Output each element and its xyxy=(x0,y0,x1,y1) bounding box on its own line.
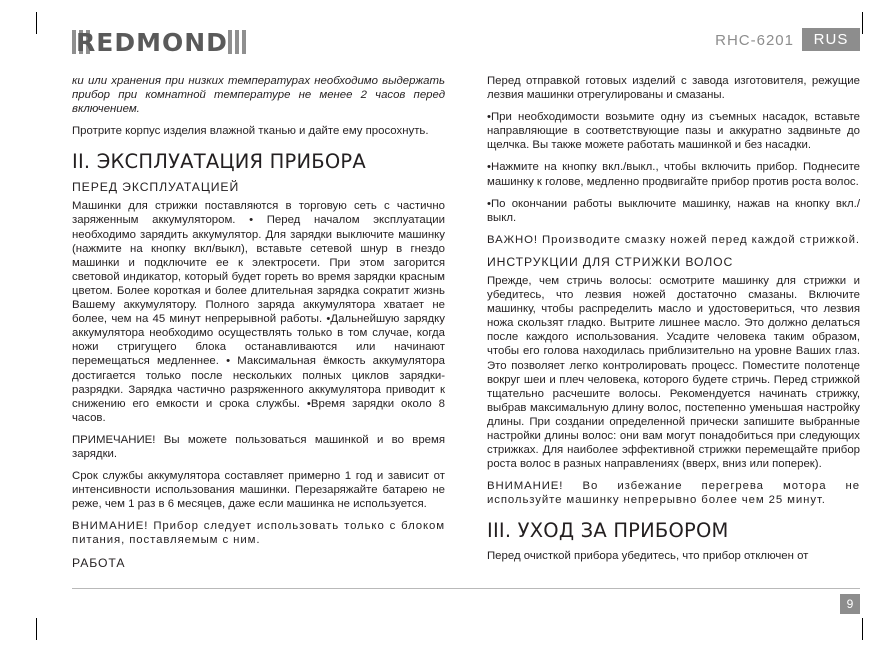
page-number-badge: 9 xyxy=(840,594,860,614)
page-header xyxy=(72,28,860,58)
paragraph-power-warning: ВНИМАНИЕ! Прибор следует использовать только с блоком питания, поставляемым с ним. xyxy=(72,520,445,547)
paragraph-note: ПРИМЕЧАНИЕ! Вы можете пользоваться машинкой и во время зарядки. xyxy=(72,433,445,460)
section-heading-care: III. УХОД ЗА ПРИБОРОМ xyxy=(487,519,729,543)
paragraph-battery-life: Срок службы аккумулятора составляет примерно 1 год и зависит от интенсивности использования машинки. Перезаряжайте батарею не реже, чем 1 раз в 6 месяцев, даже если машинка не используется. xyxy=(72,470,445,511)
paragraph-overheat-warning: ВНИМАНИЕ! Во избежание перегрева мотора не используйте машинку непрерывно более чем 25 минут. xyxy=(487,480,860,507)
subheading-work: РАБОТА xyxy=(72,555,126,570)
crop-mark-bottom-left xyxy=(36,618,37,640)
crop-mark-top-left xyxy=(36,12,37,34)
paragraph-care-intro: Перед очисткой прибора убедитесь, что прибор отключен от xyxy=(487,550,809,563)
paragraph-battery-charging: Машинки для стрижки поставляются в торговую сеть с частично заряженным аккумулятором. • Перед началом эксплуатации необходимо зарядить аккумулятор. Для зарядки выключите машинку (нажмите на кнопку вкл/выкл), вставьте сетевой шнур в гнездо машинки и подключите ее к электросети. При этом загорится световой индикатор, который будет гореть во время зарядки красным цветом. Более короткая и более длительная зарядка сократит жизнь Вашему аккумулятору. Полного заряда аккумулятора хватает не более, чем на 45 минут непрерывной работы. •Дальнейшую зарядку аккумулятора необходимо осуществлять только в том случае, когда ножи стригущего блока останавливаются или начинают перемещаться медленнее. • Максимальная ёмкость аккумулятора достигается только после нескольких полных циклов зарядки-разрядки. Зарядка частично разряженного аккумулятора приводит к снижению его емкости и срока службы. •Время зарядки около 8 часов. xyxy=(72,200,445,424)
paragraph-power-on: •Нажмите на кнопку вкл./выкл., чтобы включить прибор. Поднесите машинку к голове, медленно продвигайте прибор против роста волос. xyxy=(487,161,860,188)
intro-italic-paragraph: ки или хранения при низких температурах необходимо выдержать прибор при комнатной температуре не менее 2 часов перед включением. xyxy=(72,75,445,116)
left-column xyxy=(72,74,445,574)
paragraph-power-off: •По окончании работы выключите машинку, нажав на кнопку вкл./выкл. xyxy=(487,197,860,224)
section-heading-operation: II. ЭКСПЛУАТАЦИЯ ПРИБОРА xyxy=(72,150,366,174)
paragraph-attachment: •При необходимости возьмите одну из съемных насадок, вставьте направляющие в соответствующие пазы и аккуратно задвиньте до щелчка. Вы также можете работать машинкой и без насадки. xyxy=(487,111,860,152)
footer-divider xyxy=(72,588,860,589)
heading-haircut-instructions: ИНСТРУКЦИИ ДЛЯ СТРИЖКИ ВОЛОС xyxy=(487,254,734,269)
language-badge: RUS xyxy=(802,28,860,51)
right-column xyxy=(487,74,860,574)
dry-note-paragraph: Протрите корпус изделия влажной тканью и дайте ему просохнуть. xyxy=(72,125,429,138)
crop-mark-top-right xyxy=(862,12,863,34)
paragraph-factory-setup: Перед отправкой готовых изделий с завода изготовителя, режущие лезвия машинки отрегулированы и смазаны. xyxy=(487,75,860,102)
paragraph-important-oil: ВАЖНО! Производите смазку ножей перед каждой стрижкой. xyxy=(487,233,860,246)
model-number: RHC-6201 xyxy=(715,32,794,49)
crop-mark-bottom-right xyxy=(862,618,863,640)
brand-name: REDMOND xyxy=(76,27,228,57)
brand-logo xyxy=(72,28,232,56)
page-body xyxy=(72,74,860,574)
paragraph-haircut-instructions: Прежде, чем стричь волосы: осмотрите машинку для стрижки и убедитесь, что лезвия ножей достаточно смазаны. Включите машинку, чтобы распределить масло и удостовериться, что лезвия ножа скользят гладко. Вытрите лишнее масло. Это должно делаться после каждого использования. Усадите человека таким образом, чтобы его голова находилась приблизительно на уровне Ваших глаз. Это позволяет легко контролировать процесс. Поместите полотенце вокруг шеи и плеч человека, которого будете стричь. Перед стрижкой тщательно расчешите волосы. Рекомендуется начинать стрижку, выбрав максимальную длину волос, постепенно уменьшая настройку длины. При создании определенной прически запишите выбранные настройки длины волос: они вам могут понадобиться при следующих стрижках. Для наиболее эффективной стрижки перемещайте прибор роста волос в разных направлениях (вверх, вниз или поперек). xyxy=(487,274,860,471)
subheading-before-use: ПЕРЕД ЭКСПЛУАТАЦИЕЙ xyxy=(72,180,240,195)
